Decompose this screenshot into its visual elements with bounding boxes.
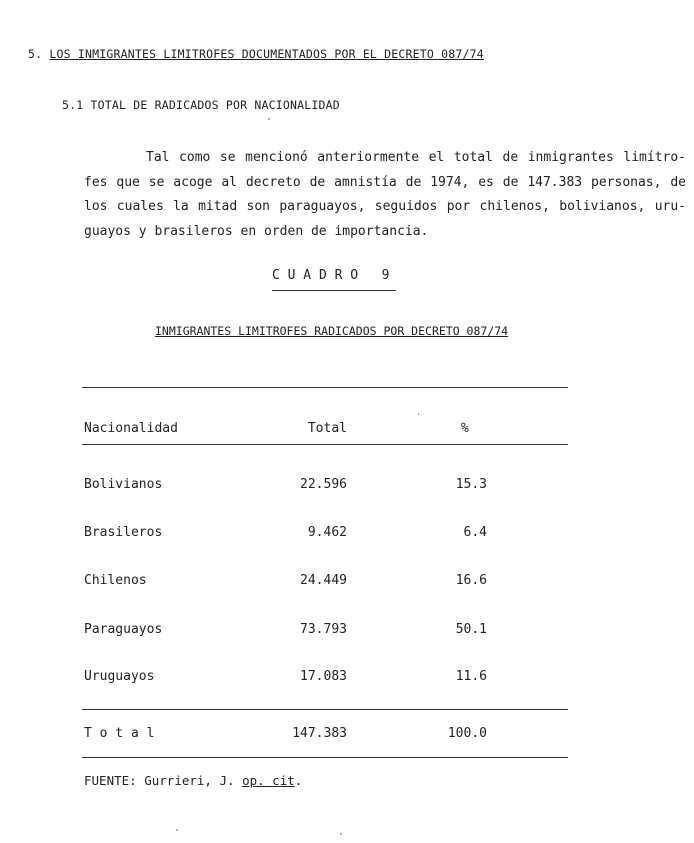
header-nacionalidad: Nacionalidad <box>84 421 178 436</box>
source-end: . <box>294 773 303 788</box>
paragraph-line: Tal como se mencionó anteriormente el total de inmigrantes limítro- <box>146 150 686 165</box>
table-top-rule <box>82 387 568 388</box>
table-bottom-rule <box>82 757 568 758</box>
source-reference: op. cit <box>242 773 295 788</box>
cell-nationality: Uruguayos <box>84 669 155 684</box>
cell-nationality: Paraguayos <box>84 622 163 637</box>
cell-total: 17.083 <box>300 669 347 684</box>
cell-total: 73.793 <box>300 622 347 637</box>
section-title: LOS INMIGRANTES LIMITROFES DOCUMENTADOS POR EL DECRETO 087/74 <box>49 47 484 61</box>
cell-nationality: Chilenos <box>84 573 147 588</box>
cell-percent: 16.6 <box>455 573 487 588</box>
table-header-rule <box>82 444 568 445</box>
cell-nationality: Bolivianos <box>84 477 163 492</box>
source-author: Gurrieri, J. <box>144 773 235 788</box>
source-note <box>84 773 302 788</box>
table-label-underline <box>272 290 396 291</box>
cell-nationality: Brasileros <box>84 525 163 540</box>
total-percent: 100.0 <box>447 726 487 741</box>
header-total: Total <box>307 421 347 436</box>
total-value: 147.383 <box>292 726 347 741</box>
scan-speck <box>176 829 178 831</box>
source-label: FUENTE: <box>84 773 137 788</box>
cell-percent: 11.6 <box>455 669 487 684</box>
paragraph-line: fes que se acoge al decreto de amnistía de 1974, es de 147.383 personas, de <box>84 174 686 190</box>
total-label: T o t a l <box>84 726 155 741</box>
body-paragraph <box>84 146 686 244</box>
cell-total: 24.449 <box>300 573 347 588</box>
table-total-rule <box>82 709 568 710</box>
cell-percent: 15.3 <box>455 477 487 492</box>
paragraph-line: guayos y brasileros en orden de importancia. <box>84 223 429 239</box>
scan-speck <box>418 413 419 415</box>
header-percent: % <box>461 421 469 436</box>
section-heading <box>28 47 484 61</box>
cell-percent: 50.1 <box>455 622 487 637</box>
cell-total: 9.462 <box>307 525 347 540</box>
table-label: C U A D R O 9 <box>272 268 390 283</box>
scan-speck <box>340 833 342 835</box>
section-number: 5. <box>28 47 43 61</box>
table-caption: INMIGRANTES LIMITROFES RADICADOS POR DECRETO 087/74 <box>155 324 509 338</box>
scan-speck <box>268 118 270 120</box>
subsection-heading: 5.1 TOTAL DE RADICADOS POR NACIONALIDAD <box>62 98 340 112</box>
cell-percent: 6.4 <box>463 525 487 540</box>
paragraph-line: los cuales la mitad son paraguayos, seguidos por chilenos, bolivianos, uru- <box>84 199 686 214</box>
cell-total: 22.596 <box>300 477 347 492</box>
